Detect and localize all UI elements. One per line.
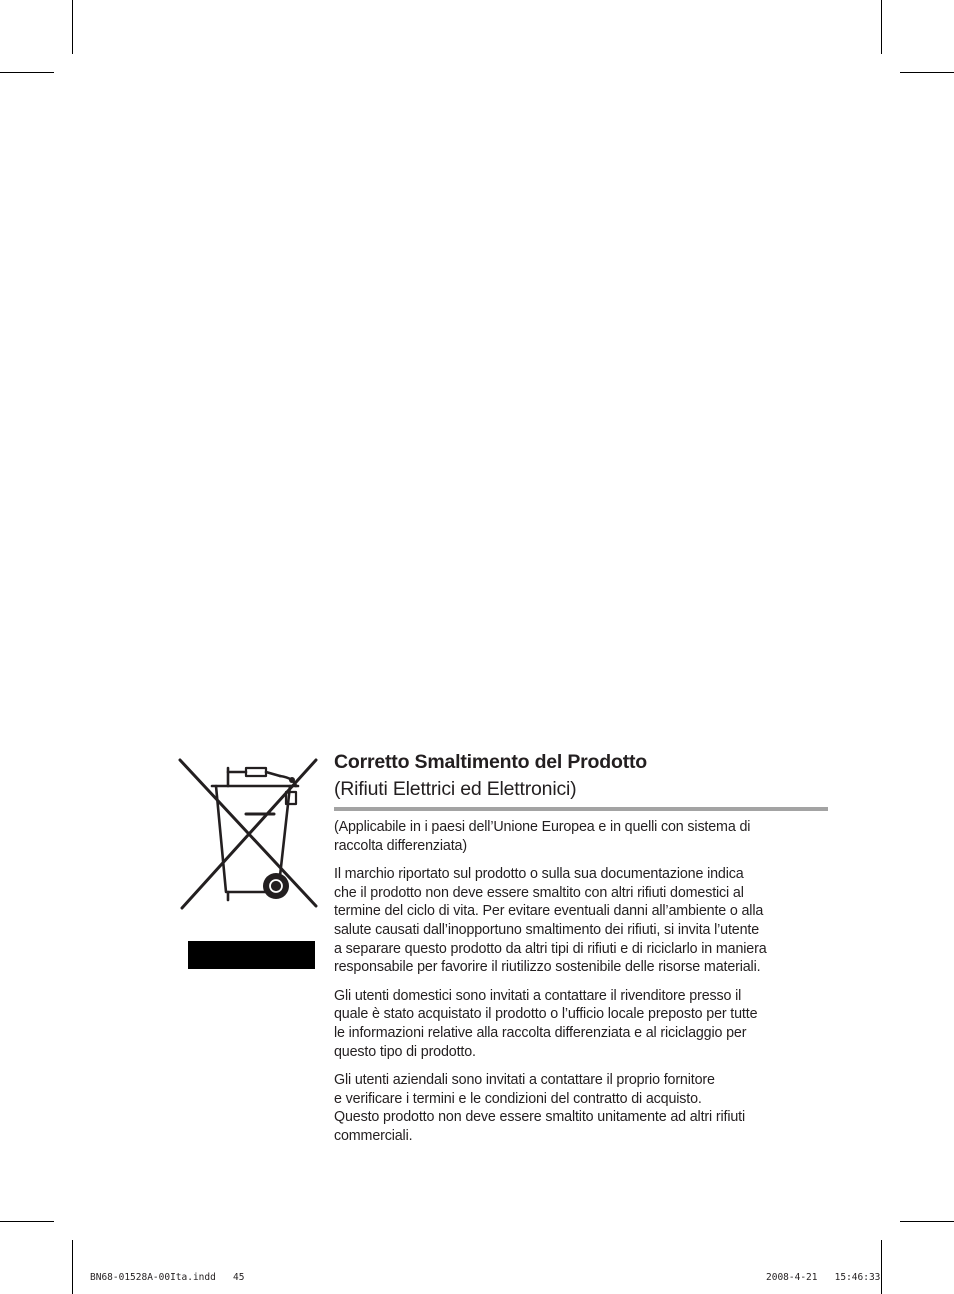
text-line: questo tipo di prodotto. [334, 1043, 476, 1060]
page-subtitle: (Rifiuti Elettrici ed Elettronici) [334, 778, 577, 800]
page-title: Corretto Smaltimento del Prodotto [334, 751, 647, 773]
paragraph-business-users [334, 1071, 828, 1145]
text-line: Questo prodotto non deve essere smaltito unitamente ad altri rifiuti [334, 1109, 745, 1126]
text-line: le informazioni relative alla raccolta differenziata e al riciclaggio per [334, 1024, 747, 1041]
disposal-notice [334, 749, 828, 1156]
text-line: termine del ciclo di vita. Per evitare eventuali danni all’ambiente o alla [334, 903, 764, 920]
crop-mark [900, 1221, 954, 1222]
text-line: quale è stato acquistato il prodotto o l’ufficio locale preposto per tutte [334, 1006, 758, 1023]
text-line: Il marchio riportato sul prodotto o sulla sua documentazione indica [334, 866, 744, 883]
text-line: Gli utenti domestici sono invitati a contattare il rivenditore presso il [334, 987, 742, 1004]
text-line: Gli utenti aziendali sono invitati a contattare il proprio fornitore [334, 1072, 715, 1089]
text-line: raccolta differenziata) [334, 837, 467, 854]
crop-mark [881, 1240, 882, 1294]
paragraph-household-users [334, 987, 828, 1061]
text-line: commerciali. [334, 1127, 413, 1144]
crop-mark [72, 1240, 73, 1294]
paragraph-marking [334, 865, 828, 977]
black-label-bar [188, 941, 315, 969]
crop-mark [0, 72, 54, 73]
text-line: che il prodotto non deve essere smaltito con altri rifiuti domestici al [334, 884, 744, 901]
paragraph-applicability [334, 818, 828, 855]
text-line: a separare questo prodotto da altri tipi di rifiuti e di riciclarlo in maniera [334, 940, 767, 957]
crop-mark [900, 72, 954, 73]
crop-mark [881, 0, 882, 54]
crop-mark [72, 0, 73, 54]
footer-timestamp: 2008-4-21 15:46:33 [766, 1272, 881, 1283]
heading-divider [334, 807, 828, 811]
text-line: (Applicabile in i paesi dell’Unione Europea e in quelli con sistema di [334, 819, 751, 835]
text-line: responsabile per favorire il riutilizzo sostenibile delle risorse materiali. [334, 959, 761, 976]
text-line: salute causati dall’inopportuno smaltimento dei rifiuti, si invita l’utente [334, 921, 760, 938]
footer-file-name: BN68-01528A-00Ita.indd 45 [90, 1272, 245, 1283]
text-line: e verificare i termini e le condizioni del contratto di acquisto. [334, 1090, 702, 1107]
crop-mark [0, 1221, 54, 1222]
